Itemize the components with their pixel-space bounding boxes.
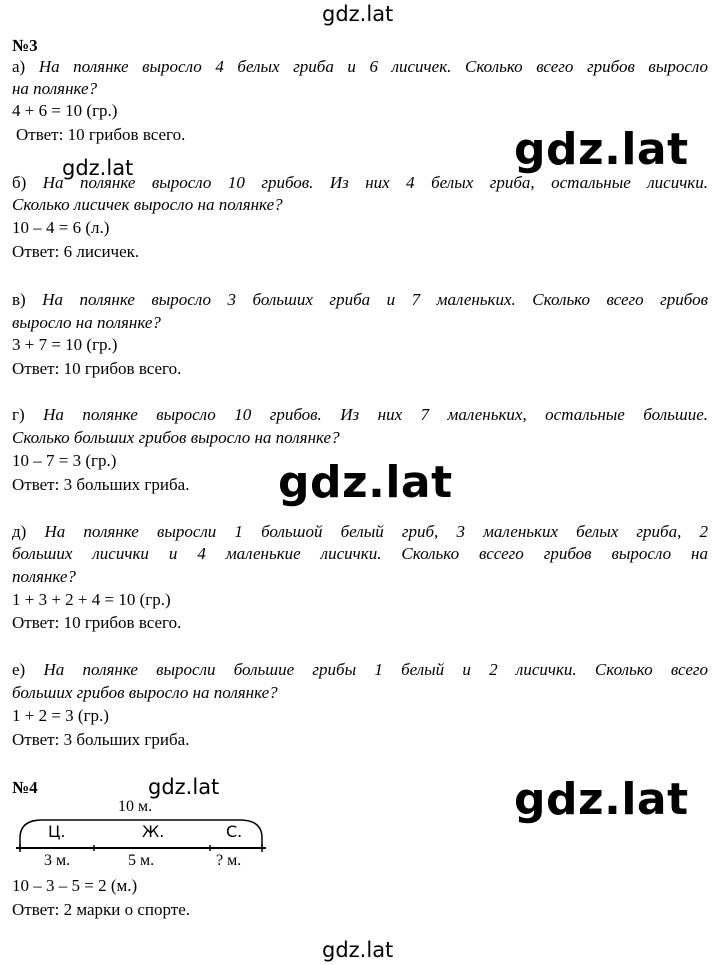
task3a-answer: Ответ: 10 грибов всего. [16, 125, 186, 144]
diagram-seg3-length: ? м. [216, 852, 242, 869]
task4-solution: 10 – 3 – 5 = 2 (м.) [12, 876, 138, 895]
diagram-seg1-name: Ц. [48, 822, 66, 841]
task3e-question-line1 [12, 660, 708, 680]
watermark-bottom: gdz.lat [322, 938, 394, 962]
task3b-question-text: На полянке выросло 10 грибов. Из них 4 белых гриба, остальные лисички. [42, 173, 709, 192]
task3b-answer: Ответ: 6 лисичек. [12, 242, 140, 261]
segment-diagram [14, 796, 274, 876]
task3b-solution: 10 – 4 = 6 (л.) [12, 218, 110, 237]
task3d-question-line1 [12, 522, 708, 542]
diagram-seg3-name: С. [226, 822, 243, 841]
watermark-small-4: gdz.lat [148, 775, 220, 799]
task3b-question-line1 [12, 173, 708, 193]
task3e-question-text: На полянке выросли большие грибы 1 белый и 2 лисички. Сколько всего [43, 660, 708, 679]
watermark-big-3: gdz.lat [514, 774, 689, 825]
diagram-seg2-length: 5 м. [128, 852, 155, 869]
task3a-question-line1 [12, 57, 708, 77]
task3v-question-text: На полянке выросло 3 больших гриба и 7 маленьких. Сколько всего грибов [42, 290, 708, 309]
task3e-label: е) [12, 660, 26, 679]
task3b-label: б) [12, 173, 27, 192]
task3a-question-line2: на полянке? [12, 79, 98, 98]
watermark-big-2: gdz.lat [278, 457, 453, 508]
task4-answer: Ответ: 2 марки о спорте. [12, 900, 191, 919]
task3g-label: г) [12, 405, 25, 424]
task3b-question-line2: Сколько лисичек выросло на полянке? [12, 195, 283, 214]
task3g-answer: Ответ: 3 больших гриба. [12, 475, 190, 494]
task3v-answer: Ответ: 10 грибов всего. [12, 359, 182, 378]
task3v-question-line1 [12, 290, 708, 310]
task3v-solution: 3 + 7 = 10 (гр.) [12, 335, 118, 354]
task3g-question-text: На полянке выросло 10 грибов. Из них 7 маленьких, остальные большие. [43, 405, 708, 424]
task3g-question-line2: Сколько больших грибов выросло на полянке? [12, 428, 340, 447]
watermark-top: gdz.lat [322, 2, 394, 26]
task3v-label: в) [12, 290, 26, 309]
task3v-question-line2: выросло на полянке? [12, 313, 161, 332]
task3-number: №3 [12, 36, 38, 55]
task3d-question-line3: полянке? [12, 567, 76, 586]
task3a-label: а) [12, 57, 26, 76]
task3e-question-line2: больших грибов выросло на полянке? [12, 683, 278, 702]
task3a-question-text: На полянке выросло 4 белых гриба и 6 лисичек. Сколько всего грибов выросло [38, 57, 708, 76]
task3a-solution: 4 + 6 = 10 (гр.) [12, 101, 118, 120]
task3d-answer: Ответ: 10 грибов всего. [12, 613, 182, 632]
task3d-label: д) [12, 522, 27, 541]
task3g-solution: 10 – 7 = 3 (гр.) [12, 451, 117, 470]
task4-number: №4 [12, 778, 38, 797]
task3d-solution: 1 + 3 + 2 + 4 = 10 (гр.) [12, 590, 171, 609]
task3d-question-text: На полянке выросли 1 большой белый гриб, 3 маленьких белых гриба, 2 [44, 522, 709, 541]
task3d-question-line2: больших лисички и 4 маленькие лисички. Сколько вссего грибов выросло на [12, 544, 708, 563]
task3e-solution: 1 + 2 = 3 (гр.) [12, 706, 109, 725]
watermark-mid-left: gdz.lat [62, 156, 134, 180]
diagram-total-label: 10 м. [118, 798, 153, 815]
diagram-seg1-length: 3 м. [44, 852, 71, 869]
diagram-seg2-name: Ж. [142, 822, 165, 841]
task3g-question-line1 [12, 405, 708, 425]
task3e-answer: Ответ: 3 больших гриба. [12, 730, 190, 749]
watermark-big-1: gdz.lat [514, 124, 689, 175]
